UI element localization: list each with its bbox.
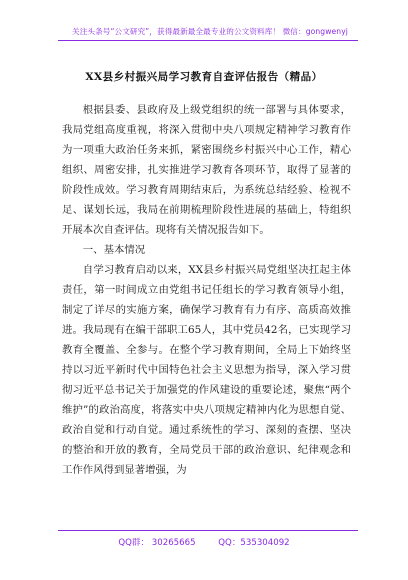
footer: [0, 536, 408, 548]
section-heading: 一、基本情况: [82, 244, 146, 256]
document-title: XX县乡村振兴局学习教育自查评估报告（精品）: [85, 71, 323, 83]
paragraph-intro: 根据县委、县政府及上级党组织的统一部署与具体要求，我局党组高度重视，将深入贯彻中央八项规定精神学习教育作为一项重大政治任务来抓，紧密围绕乡村振兴中心工作，精心组织、周密安排，扎实推进学习教育各项环节，取得了显著的阶段性成效。学习教育周期结束后，为系统总结经验、检视不足、谋划长远，我局在前期梳理阶段性进展的基础上，特组织开展本次自查评估。现将有关情况报告如下。: [62, 104, 351, 236]
header-divider: [58, 40, 358, 41]
document-body: [62, 100, 351, 480]
footer-divider: [58, 530, 358, 531]
paragraph-basic-situation: 自学习教育启动以来，XX县乡村振兴局党组坚决扛起主体责任，第一时间成立由党组书记任组长的学习教育领导小组，制定了详尽的实施方案，确保学习教育有力有序、高质高效推进。我局现有在编干部职工65人，其中党员42名，已实现学习教育全覆盖、全参与。在整个学习教育期间，全局上下始终坚持以习近平新时代中国特色社会主义思想为指导，深入学习贯彻习近平总书记关于加强党的作风建设的重要论述，聚焦“两个维护”的政治高度，将落实中央八项规定精神内化为思想自觉、政治自觉和行动自觉。通过系统性的学习、深刻的查摆、坚决的整治和开放的教育，全局党员干部的政治意识、纪律观念和工作作风得到显著增强，为: [62, 264, 351, 476]
header-banner: 关注头条号“公文研究”，获得最新最全最专业的公文资料库！ 微信：gongwenyj: [72, 27, 348, 36]
footer-qq-group: QQ群： 30265665: [118, 538, 196, 548]
footer-qq: QQ：535304092: [218, 538, 290, 548]
